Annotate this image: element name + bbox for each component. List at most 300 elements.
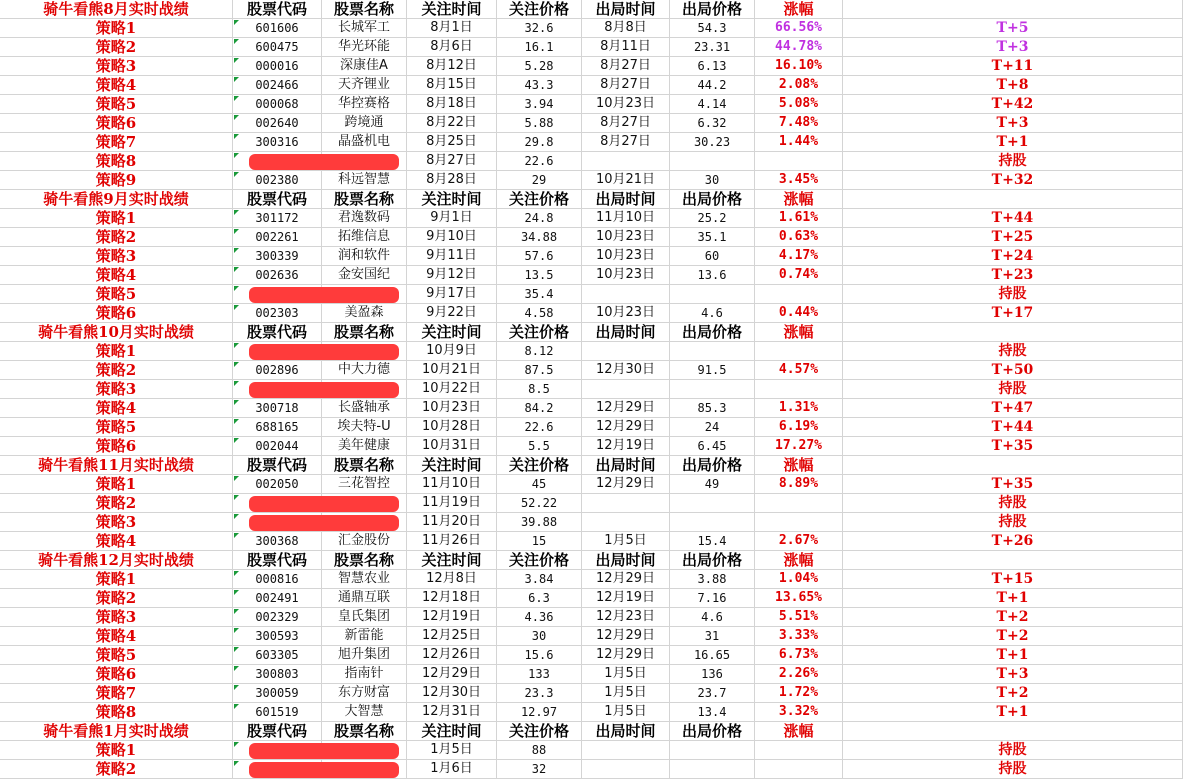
watch-price-cell[interactable]: 29.8 [497,133,582,152]
exit-price-cell[interactable]: 91.5 [670,361,755,380]
note-cell[interactable]: T+42 [843,95,1183,114]
exit-date-cell[interactable] [582,513,670,532]
strategy-label[interactable]: 策略6 [0,114,233,133]
strategy-label[interactable]: 策略2 [0,494,233,513]
column-header[interactable]: 出局价格 [670,190,755,209]
exit-date-cell[interactable]: 10月23日 [582,304,670,323]
watch-price-cell[interactable]: 22.6 [497,152,582,171]
watch-date-cell[interactable]: 8月25日 [407,133,497,152]
column-header[interactable]: 出局价格 [670,0,755,19]
note-cell[interactable]: T+23 [843,266,1183,285]
column-header[interactable] [843,190,1183,209]
exit-price-cell[interactable] [670,342,755,361]
exit-price-cell[interactable]: 4.6 [670,304,755,323]
section-title[interactable]: 骑牛看熊11月实时战绩 [0,456,233,475]
watch-price-cell[interactable]: 52.22 [497,494,582,513]
watch-price-cell[interactable]: 4.36 [497,608,582,627]
stock-name-cell[interactable]: 长盛轴承 [322,399,407,418]
column-header[interactable]: 股票代码 [233,551,322,570]
watch-date-cell[interactable]: 1月5日 [407,741,497,760]
rise-percent-cell[interactable] [755,494,843,513]
column-header[interactable] [843,323,1183,342]
note-cell[interactable]: T+24 [843,247,1183,266]
watch-date-cell[interactable]: 12月18日 [407,589,497,608]
stock-code-cell[interactable]: 000016 [233,57,322,76]
note-cell[interactable]: T+3 [843,114,1183,133]
stock-name-cell[interactable]: 金安国纪 [322,266,407,285]
rise-percent-cell[interactable]: 4.57% [755,361,843,380]
watch-price-cell[interactable]: 8.5 [497,380,582,399]
watch-price-cell[interactable]: 13.5 [497,266,582,285]
stock-code-cell[interactable]: 300718 [233,399,322,418]
strategy-label[interactable]: 策略3 [0,247,233,266]
column-header[interactable]: 出局时间 [582,0,670,19]
strategy-label[interactable]: 策略4 [0,627,233,646]
rise-percent-cell[interactable] [755,380,843,399]
exit-price-cell[interactable]: 30 [670,171,755,190]
watch-date-cell[interactable]: 12月19日 [407,608,497,627]
exit-date-cell[interactable] [582,152,670,171]
exit-price-cell[interactable]: 15.4 [670,532,755,551]
exit-price-cell[interactable]: 35.1 [670,228,755,247]
strategy-label[interactable]: 策略7 [0,133,233,152]
note-cell[interactable]: 持股 [843,741,1183,760]
stock-name-cell[interactable]: 通鼎互联 [322,589,407,608]
stock-name-cell[interactable]: 新雷能 [322,627,407,646]
watch-date-cell[interactable]: 8月15日 [407,76,497,95]
column-header[interactable]: 出局时间 [582,722,670,741]
exit-date-cell[interactable]: 12月23日 [582,608,670,627]
exit-price-cell[interactable]: 24 [670,418,755,437]
strategy-label[interactable]: 策略1 [0,342,233,361]
strategy-label[interactable]: 策略2 [0,38,233,57]
rise-percent-cell[interactable]: 2.67% [755,532,843,551]
column-header[interactable]: 关注价格 [497,0,582,19]
column-header[interactable]: 关注价格 [497,456,582,475]
exit-price-cell[interactable]: 4.6 [670,608,755,627]
column-header[interactable]: 关注价格 [497,190,582,209]
strategy-label[interactable]: 策略1 [0,570,233,589]
watch-date-cell[interactable]: 9月17日 [407,285,497,304]
watch-price-cell[interactable]: 30 [497,627,582,646]
note-cell[interactable]: T+35 [843,475,1183,494]
exit-date-cell[interactable]: 8月27日 [582,133,670,152]
column-header[interactable]: 股票名称 [322,0,407,19]
column-header[interactable]: 关注价格 [497,551,582,570]
column-header[interactable] [843,722,1183,741]
exit-price-cell[interactable]: 136 [670,665,755,684]
column-header[interactable]: 出局时间 [582,456,670,475]
note-cell[interactable]: T+1 [843,589,1183,608]
column-header[interactable]: 出局时间 [582,551,670,570]
rise-percent-cell[interactable]: 1.31% [755,399,843,418]
watch-price-cell[interactable]: 39.88 [497,513,582,532]
note-cell[interactable]: T+1 [843,646,1183,665]
exit-date-cell[interactable]: 12月29日 [582,627,670,646]
note-cell[interactable]: 持股 [843,760,1183,779]
exit-date-cell[interactable]: 1月5日 [582,532,670,551]
exit-date-cell[interactable]: 11月10日 [582,209,670,228]
watch-date-cell[interactable]: 8月28日 [407,171,497,190]
strategy-label[interactable]: 策略2 [0,589,233,608]
note-cell[interactable]: 持股 [843,152,1183,171]
exit-price-cell[interactable] [670,513,755,532]
exit-price-cell[interactable]: 44.2 [670,76,755,95]
rise-percent-cell[interactable] [755,152,843,171]
watch-date-cell[interactable]: 12月30日 [407,684,497,703]
watch-date-cell[interactable]: 12月25日 [407,627,497,646]
watch-date-cell[interactable]: 9月1日 [407,209,497,228]
column-header[interactable]: 出局时间 [582,323,670,342]
exit-price-cell[interactable]: 30.23 [670,133,755,152]
rise-percent-cell[interactable]: 7.48% [755,114,843,133]
exit-price-cell[interactable]: 7.16 [670,589,755,608]
strategy-label[interactable]: 策略4 [0,76,233,95]
column-header[interactable]: 股票名称 [322,190,407,209]
stock-name-cell[interactable]: 华光环能 [322,38,407,57]
watch-date-cell[interactable]: 11月26日 [407,532,497,551]
stock-name-cell[interactable]: 长城军工 [322,19,407,38]
exit-date-cell[interactable] [582,494,670,513]
section-title[interactable]: 骑牛看熊12月实时战绩 [0,551,233,570]
rise-percent-cell[interactable]: 1.04% [755,570,843,589]
rise-percent-cell[interactable] [755,741,843,760]
stock-name-cell[interactable]: 中大力德 [322,361,407,380]
exit-date-cell[interactable]: 1月5日 [582,665,670,684]
watch-date-cell[interactable]: 9月12日 [407,266,497,285]
watch-date-cell[interactable]: 1月6日 [407,760,497,779]
column-header[interactable]: 股票代码 [233,722,322,741]
rise-percent-cell[interactable]: 1.44% [755,133,843,152]
stock-name-cell[interactable]: 皇氏集团 [322,608,407,627]
exit-date-cell[interactable]: 10月23日 [582,228,670,247]
watch-date-cell[interactable]: 12月26日 [407,646,497,665]
note-cell[interactable]: T+25 [843,228,1183,247]
stock-code-cell[interactable]: 688165 [233,418,322,437]
strategy-label[interactable]: 策略1 [0,209,233,228]
watch-price-cell[interactable]: 4.58 [497,304,582,323]
strategy-label[interactable]: 策略4 [0,532,233,551]
exit-price-cell[interactable] [670,760,755,779]
rise-percent-cell[interactable]: 2.26% [755,665,843,684]
stock-name-cell[interactable]: 晶盛机电 [322,133,407,152]
exit-date-cell[interactable]: 10月23日 [582,247,670,266]
exit-price-cell[interactable] [670,285,755,304]
column-header[interactable]: 股票代码 [233,0,322,19]
note-cell[interactable]: T+2 [843,608,1183,627]
stock-name-cell[interactable]: 旭升集团 [322,646,407,665]
rise-percent-cell[interactable]: 3.45% [755,171,843,190]
watch-price-cell[interactable]: 57.6 [497,247,582,266]
exit-price-cell[interactable]: 31 [670,627,755,646]
watch-date-cell[interactable]: 10月9日 [407,342,497,361]
watch-price-cell[interactable]: 12.97 [497,703,582,722]
rise-percent-cell[interactable]: 44.78% [755,38,843,57]
exit-price-cell[interactable]: 23.7 [670,684,755,703]
note-cell[interactable]: T+44 [843,418,1183,437]
rise-percent-cell[interactable]: 5.51% [755,608,843,627]
stock-code-cell[interactable]: 300316 [233,133,322,152]
exit-price-cell[interactable] [670,741,755,760]
column-header[interactable]: 出局价格 [670,722,755,741]
watch-date-cell[interactable]: 8月27日 [407,152,497,171]
exit-price-cell[interactable] [670,494,755,513]
stock-name-cell[interactable]: 君逸数码 [322,209,407,228]
stock-name-cell[interactable]: 华控赛格 [322,95,407,114]
stock-code-cell[interactable]: 300368 [233,532,322,551]
column-header[interactable]: 涨幅 [755,323,843,342]
rise-percent-cell[interactable] [755,513,843,532]
stock-code-cell[interactable]: 002491 [233,589,322,608]
column-header[interactable]: 股票代码 [233,323,322,342]
watch-price-cell[interactable]: 29 [497,171,582,190]
exit-date-cell[interactable]: 12月30日 [582,361,670,380]
note-cell[interactable]: T+2 [843,627,1183,646]
exit-price-cell[interactable]: 6.45 [670,437,755,456]
note-cell[interactable]: T+32 [843,171,1183,190]
watch-price-cell[interactable]: 32.6 [497,19,582,38]
stock-code-cell[interactable]: 002044 [233,437,322,456]
column-header[interactable]: 关注时间 [407,456,497,475]
stock-name-cell[interactable]: 智慧农业 [322,570,407,589]
strategy-label[interactable]: 策略1 [0,19,233,38]
stock-name-cell[interactable]: 深康佳A [322,57,407,76]
stock-name-cell[interactable]: 汇金股份 [322,532,407,551]
strategy-label[interactable]: 策略5 [0,285,233,304]
watch-date-cell[interactable]: 9月22日 [407,304,497,323]
watch-date-cell[interactable]: 9月11日 [407,247,497,266]
exit-date-cell[interactable]: 8月27日 [582,57,670,76]
exit-date-cell[interactable]: 12月29日 [582,418,670,437]
section-title[interactable]: 骑牛看熊1月实时战绩 [0,722,233,741]
watch-date-cell[interactable]: 10月23日 [407,399,497,418]
strategy-label[interactable]: 策略2 [0,361,233,380]
strategy-label[interactable]: 策略3 [0,513,233,532]
exit-price-cell[interactable]: 25.2 [670,209,755,228]
strategy-label[interactable]: 策略6 [0,665,233,684]
stock-code-cell[interactable]: 000816 [233,570,322,589]
stock-code-cell[interactable]: 300593 [233,627,322,646]
watch-price-cell[interactable]: 24.8 [497,209,582,228]
column-header[interactable]: 关注价格 [497,323,582,342]
stock-code-cell[interactable]: 002466 [233,76,322,95]
exit-price-cell[interactable]: 54.3 [670,19,755,38]
exit-date-cell[interactable]: 12月19日 [582,589,670,608]
watch-date-cell[interactable]: 8月18日 [407,95,497,114]
exit-date-cell[interactable]: 12月29日 [582,399,670,418]
section-title[interactable]: 骑牛看熊10月实时战绩 [0,323,233,342]
strategy-label[interactable]: 策略3 [0,380,233,399]
exit-price-cell[interactable]: 4.14 [670,95,755,114]
watch-date-cell[interactable]: 10月21日 [407,361,497,380]
rise-percent-cell[interactable]: 0.74% [755,266,843,285]
stock-name-cell[interactable]: 三花智控 [322,475,407,494]
column-header[interactable]: 出局时间 [582,190,670,209]
column-header[interactable]: 涨幅 [755,722,843,741]
stock-code-cell[interactable]: 002303 [233,304,322,323]
exit-price-cell[interactable]: 3.88 [670,570,755,589]
column-header[interactable]: 股票代码 [233,456,322,475]
watch-price-cell[interactable]: 15 [497,532,582,551]
stock-code-cell[interactable]: 300059 [233,684,322,703]
strategy-label[interactable]: 策略1 [0,741,233,760]
exit-date-cell[interactable] [582,760,670,779]
note-cell[interactable]: T+15 [843,570,1183,589]
column-header[interactable]: 股票代码 [233,190,322,209]
watch-date-cell[interactable]: 8月12日 [407,57,497,76]
stock-code-cell[interactable]: 002261 [233,228,322,247]
rise-percent-cell[interactable] [755,285,843,304]
stock-name-cell[interactable]: 跨境通 [322,114,407,133]
rise-percent-cell[interactable]: 3.33% [755,627,843,646]
strategy-label[interactable]: 策略5 [0,646,233,665]
rise-percent-cell[interactable]: 13.65% [755,589,843,608]
watch-price-cell[interactable]: 133 [497,665,582,684]
note-cell[interactable]: T+44 [843,209,1183,228]
stock-name-cell[interactable]: 大智慧 [322,703,407,722]
note-cell[interactable]: T+26 [843,532,1183,551]
exit-price-cell[interactable]: 13.6 [670,266,755,285]
stock-name-cell[interactable]: 拓维信息 [322,228,407,247]
exit-date-cell[interactable]: 10月21日 [582,171,670,190]
watch-date-cell[interactable]: 12月8日 [407,570,497,589]
exit-date-cell[interactable] [582,342,670,361]
note-cell[interactable]: T+47 [843,399,1183,418]
stock-code-cell[interactable]: 002896 [233,361,322,380]
watch-date-cell[interactable]: 8月6日 [407,38,497,57]
stock-code-cell[interactable]: 301172 [233,209,322,228]
strategy-label[interactable]: 策略8 [0,703,233,722]
column-header[interactable]: 关注时间 [407,323,497,342]
exit-date-cell[interactable]: 8月8日 [582,19,670,38]
strategy-label[interactable]: 策略4 [0,266,233,285]
strategy-label[interactable]: 策略5 [0,418,233,437]
column-header[interactable]: 关注时间 [407,190,497,209]
column-header[interactable]: 出局价格 [670,323,755,342]
watch-price-cell[interactable]: 22.6 [497,418,582,437]
note-cell[interactable]: T+1 [843,133,1183,152]
column-header[interactable]: 关注时间 [407,722,497,741]
stock-name-cell[interactable]: 美年健康 [322,437,407,456]
strategy-label[interactable]: 策略6 [0,437,233,456]
exit-price-cell[interactable] [670,380,755,399]
exit-date-cell[interactable]: 8月11日 [582,38,670,57]
rise-percent-cell[interactable] [755,342,843,361]
stock-name-cell[interactable]: 科远智慧 [322,171,407,190]
exit-date-cell[interactable]: 12月29日 [582,646,670,665]
exit-date-cell[interactable]: 1月5日 [582,684,670,703]
watch-price-cell[interactable]: 23.3 [497,684,582,703]
watch-price-cell[interactable]: 87.5 [497,361,582,380]
exit-date-cell[interactable]: 1月5日 [582,703,670,722]
note-cell[interactable]: 持股 [843,513,1183,532]
exit-date-cell[interactable]: 12月29日 [582,475,670,494]
stock-code-cell[interactable]: 002636 [233,266,322,285]
column-header[interactable] [843,551,1183,570]
column-header[interactable]: 出局价格 [670,551,755,570]
stock-code-cell[interactable]: 300803 [233,665,322,684]
exit-price-cell[interactable]: 49 [670,475,755,494]
watch-price-cell[interactable]: 3.94 [497,95,582,114]
strategy-label[interactable]: 策略5 [0,95,233,114]
stock-code-cell[interactable]: 601606 [233,19,322,38]
rise-percent-cell[interactable]: 6.73% [755,646,843,665]
stock-code-cell[interactable]: 300339 [233,247,322,266]
watch-price-cell[interactable]: 43.3 [497,76,582,95]
exit-date-cell[interactable]: 10月23日 [582,266,670,285]
note-cell[interactable]: T+35 [843,437,1183,456]
rise-percent-cell[interactable]: 8.89% [755,475,843,494]
column-header[interactable]: 股票名称 [322,456,407,475]
watch-price-cell[interactable]: 16.1 [497,38,582,57]
column-header[interactable]: 出局价格 [670,456,755,475]
column-header[interactable]: 股票名称 [322,722,407,741]
exit-date-cell[interactable]: 8月27日 [582,76,670,95]
exit-date-cell[interactable] [582,380,670,399]
stock-name-cell[interactable]: 指南针 [322,665,407,684]
note-cell[interactable]: 持股 [843,342,1183,361]
exit-price-cell[interactable] [670,152,755,171]
column-header[interactable]: 关注价格 [497,722,582,741]
watch-price-cell[interactable]: 45 [497,475,582,494]
rise-percent-cell[interactable]: 66.56% [755,19,843,38]
note-cell[interactable]: T+1 [843,703,1183,722]
stock-code-cell[interactable]: 600475 [233,38,322,57]
strategy-label[interactable]: 策略1 [0,475,233,494]
exit-price-cell[interactable]: 6.32 [670,114,755,133]
stock-code-cell[interactable]: 002050 [233,475,322,494]
exit-price-cell[interactable]: 13.4 [670,703,755,722]
note-cell[interactable]: 持股 [843,380,1183,399]
rise-percent-cell[interactable]: 17.27% [755,437,843,456]
watch-price-cell[interactable]: 32 [497,760,582,779]
watch-date-cell[interactable]: 12月31日 [407,703,497,722]
note-cell[interactable]: T+5 [843,19,1183,38]
stock-name-cell[interactable]: 埃夫特-U [322,418,407,437]
exit-price-cell[interactable]: 23.31 [670,38,755,57]
stock-code-cell[interactable]: 002640 [233,114,322,133]
rise-percent-cell[interactable]: 4.17% [755,247,843,266]
column-header[interactable]: 股票名称 [322,323,407,342]
rise-percent-cell[interactable]: 0.63% [755,228,843,247]
exit-date-cell[interactable]: 12月29日 [582,570,670,589]
watch-date-cell[interactable]: 11月19日 [407,494,497,513]
exit-date-cell[interactable]: 8月27日 [582,114,670,133]
watch-price-cell[interactable]: 5.28 [497,57,582,76]
column-header[interactable]: 股票名称 [322,551,407,570]
strategy-label[interactable]: 策略2 [0,228,233,247]
stock-name-cell[interactable]: 东方财富 [322,684,407,703]
watch-date-cell[interactable]: 12月29日 [407,665,497,684]
column-header[interactable]: 涨幅 [755,456,843,475]
strategy-label[interactable]: 策略3 [0,608,233,627]
stock-code-cell[interactable]: 002329 [233,608,322,627]
column-header[interactable] [843,456,1183,475]
note-cell[interactable]: 持股 [843,285,1183,304]
stock-name-cell[interactable]: 天齐锂业 [322,76,407,95]
column-header[interactable]: 关注时间 [407,551,497,570]
strategy-label[interactable]: 策略3 [0,57,233,76]
rise-percent-cell[interactable]: 5.08% [755,95,843,114]
exit-date-cell[interactable]: 12月19日 [582,437,670,456]
watch-price-cell[interactable]: 3.84 [497,570,582,589]
note-cell[interactable]: T+11 [843,57,1183,76]
rise-percent-cell[interactable]: 6.19% [755,418,843,437]
rise-percent-cell[interactable]: 2.08% [755,76,843,95]
note-cell[interactable]: T+50 [843,361,1183,380]
watch-date-cell[interactable]: 8月22日 [407,114,497,133]
watch-price-cell[interactable]: 5.5 [497,437,582,456]
